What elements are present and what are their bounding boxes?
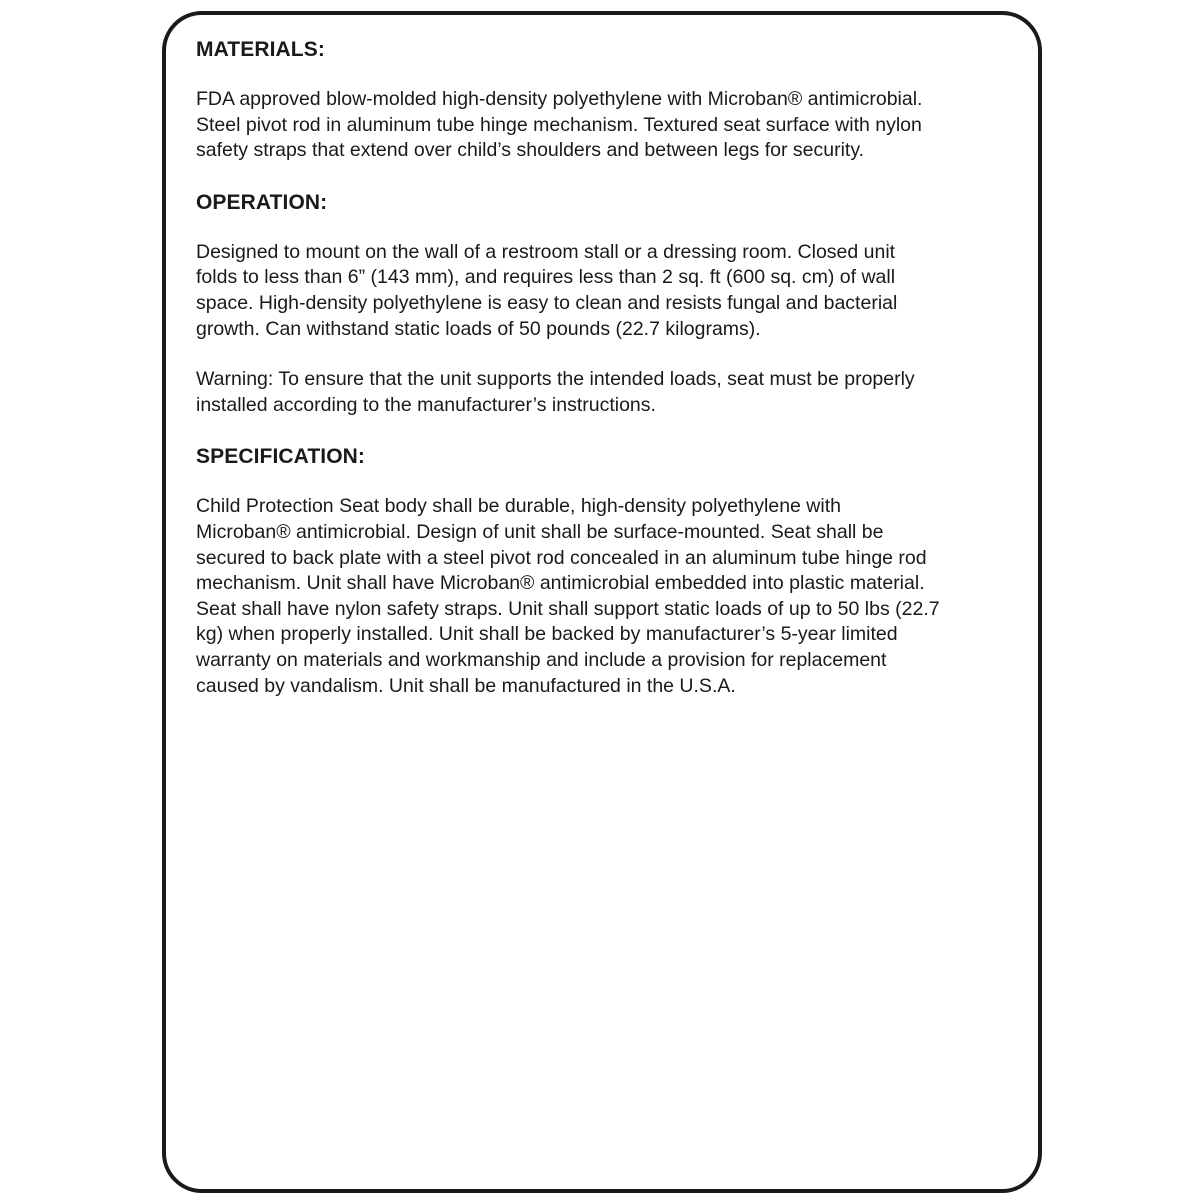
spec-sheet-card bbox=[162, 11, 1042, 1193]
warning-text: Warning: To ensure that the unit supports the intended loads, seat must be properly installed according to the manufacturer’s instructions. bbox=[196, 368, 915, 416]
specification-text: Child Protection Seat body shall be durable, high-density polyethylene with Microban® antimicrobial. Design of unit shall be surface-mounted. Seat shall be secured to back plate with a steel pivot rod concealed in an aluminum tube hinge rod mechanism. Unit shall have Microban® antimicrobial embedded into plastic material. Seat shall have nylon safety straps. Unit shall support static loads of up to 50 lbs (22.7 kg) when properly installed. Unit shall be backed by manufacturer’s 5-year limited warranty on materials and workmanship and include a provision for replacement caused by vandalism. Unit shall be manufactured in the U.S.A. bbox=[196, 495, 940, 697]
spec-sheet-content bbox=[196, 37, 1026, 699]
operation-heading: OPERATION: bbox=[196, 190, 328, 214]
specification-heading: SPECIFICATION: bbox=[196, 445, 366, 469]
operation-text: Designed to mount on the wall of a restroom stall or a dressing room. Closed unit folds to less than 6” (143 mm), and requires less than 2 sq. ft (600 sq. cm) of wall space. High-density polyethylene is easy to clean and resists fungal and bacterial growth. Can withstand static loads of 50 pounds (22.7 kilograms). bbox=[196, 240, 898, 340]
materials-text: FDA approved blow-molded high-density polyethylene with Microban® antimicrobial. Steel pivot rod in aluminum tube hinge mechanism. Textured seat surface with nylon safety straps that extend over child’s shoulders and between legs for security. bbox=[196, 88, 923, 162]
materials-heading: MATERIALS: bbox=[196, 38, 325, 61]
